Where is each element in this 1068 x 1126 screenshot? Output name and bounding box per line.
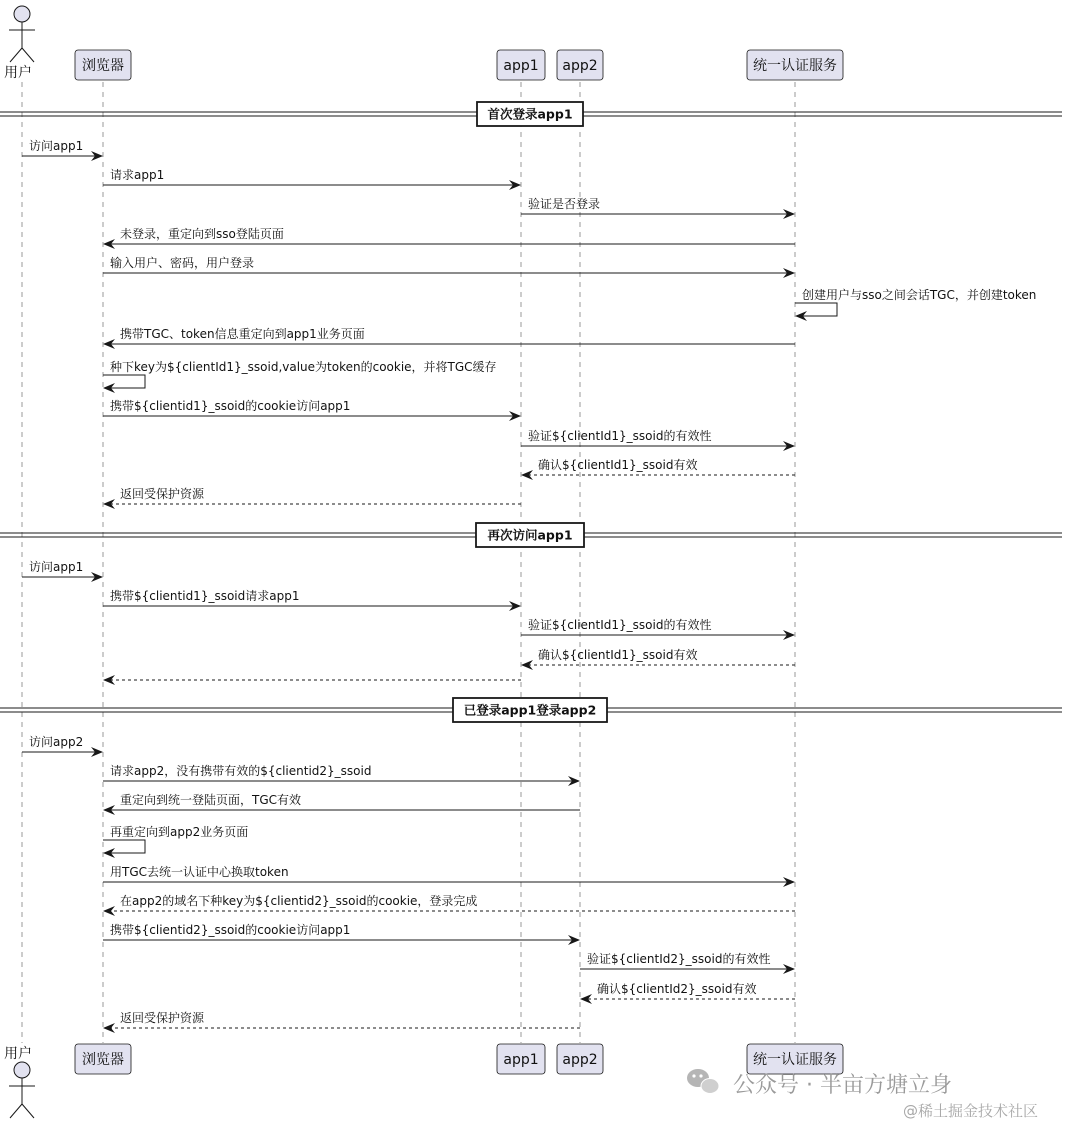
message-label: 确认${clientId1}_ssoid有效 [538,458,698,472]
message-label: 用TGC去统一认证中心换取token [110,865,289,879]
message-label: 返回受保护资源 [120,487,205,501]
message-label: 访问app2 [29,735,84,749]
participant-label-user-top: 用户 [4,65,32,81]
watermark-account: 公众号 · 半亩方塘立身 [733,1073,952,1098]
actor-head-icon [14,6,30,22]
message-label: 再重定向到app2业务页面 [110,825,249,839]
self-message-arrow [103,840,145,853]
message-label: 未登录，重定向到sso登陆页面 [120,227,284,241]
message-label: 种下key为${clientId1}_ssoid,value为token的cookie，并将TGC缓存 [110,360,497,374]
watermark-site: @稀土掘金技术社区 [903,1102,1039,1120]
message-label: 请求app1 [110,168,165,182]
actor-head-icon [14,1062,30,1078]
section-title: 已登录app1登录app2 [463,702,597,718]
message-label: 携带${clientid1}_ssoid的cookie访问app1 [110,399,351,413]
participant-label-auth-bottom: 统一认证服务 [753,1052,837,1068]
message-label: 验证${clientId1}_ssoid的有效性 [528,618,712,632]
watermark [687,1069,1038,1120]
message-label: 验证${clientId1}_ssoid的有效性 [528,429,712,443]
message-label: 重定向到统一登陆页面，TGC有效 [120,793,302,807]
message-label: 确认${clientId2}_ssoid有效 [597,982,757,996]
message-label: 返回受保护资源 [120,1011,205,1025]
messages [22,138,1036,1028]
actor-figure-bottom [9,1062,35,1118]
participant-label-app1-bottom: app1 [503,1052,539,1068]
self-message-arrow [795,303,837,316]
message-label: 携带${clientid2}_ssoid的cookie访问app1 [110,923,351,937]
participant-label-user-bottom: 用户 [4,1046,32,1062]
wechat-icon [687,1069,719,1094]
message-label: 携带${clientid1}_ssoid请求app1 [110,589,300,603]
section-title: 首次登录app1 [487,106,573,122]
participant-label-app1-top: app1 [503,58,539,74]
section-title: 再次访问app1 [487,527,573,543]
message-label: 确认${clientId1}_ssoid有效 [538,648,698,662]
message-label: 创建用户与sso之间会话TGC，并创建token [802,288,1037,302]
participant-label-browser-top: 浏览器 [82,58,124,74]
actor-figure-top [9,6,35,62]
message-label: 输入用户、密码，用户登录 [110,256,255,270]
message-label: 访问app1 [29,139,84,153]
message-label: 验证${clientId2}_ssoid的有效性 [587,952,771,966]
message-label: 访问app1 [29,560,84,574]
participant-label-app2-bottom: app2 [562,1052,598,1068]
message-label: 请求app2，没有携带有效的${clientid2}_ssoid [110,764,372,778]
participant-label-auth-top: 统一认证服务 [753,58,837,74]
message-label: 在app2的域名下种key为${clientid2}_ssoid的cookie，登录完成 [120,894,478,908]
participant-label-browser-bottom: 浏览器 [82,1052,124,1068]
message-label: 验证是否登录 [528,197,601,211]
self-message-arrow [103,375,145,388]
message-label: 携带TGC、token信息重定向到app1业务页面 [120,327,365,341]
participant-label-app2-top: app2 [562,58,598,74]
